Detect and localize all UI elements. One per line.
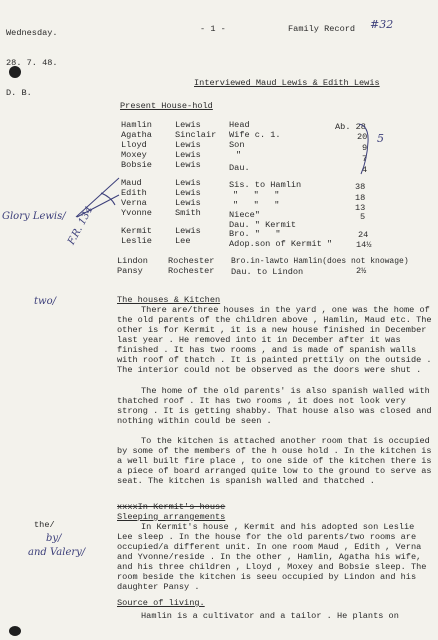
member-age: 18 bbox=[355, 193, 366, 203]
member-age: 14½ bbox=[356, 240, 372, 250]
member-age: 24 bbox=[358, 230, 369, 240]
struck-text: xxxxIn Kermit's house bbox=[117, 502, 226, 512]
member-first: Agatha bbox=[121, 130, 152, 140]
margin-note-by: by/ bbox=[46, 533, 62, 544]
member-last: Smith bbox=[175, 208, 201, 218]
member-relation: Dau. to Lindon bbox=[231, 267, 304, 277]
member-age: 13 bbox=[355, 203, 366, 213]
member-first: Maud bbox=[121, 178, 142, 188]
margin-note-two: two/ bbox=[34, 296, 56, 307]
relation-extra: Dau. " Kermit bbox=[229, 220, 297, 230]
member-relation: Bro.in-lawto Hamlin(does not knowage) bbox=[231, 257, 409, 266]
member-first: Leslie bbox=[121, 236, 152, 246]
member-last: Lewis bbox=[175, 160, 201, 170]
record-label: Family Record bbox=[288, 24, 356, 34]
margin-note-the: the/ bbox=[34, 520, 55, 530]
member-age: 38 bbox=[355, 182, 366, 192]
member-relation: Dau. bbox=[229, 163, 250, 173]
houses-paragraph: The home of the old parents' is also spanish walled with thatched roof . It has two rooms , it does not look very strong . It is getting shabby. That house also was closed and nothing within could be seen . bbox=[117, 386, 432, 426]
member-relation: Head bbox=[229, 120, 250, 130]
member-last: Rochester bbox=[168, 256, 215, 266]
source-line: Hamlin is a cultivator and a tailor . He plants on bbox=[141, 611, 399, 621]
member-last: Sinclair bbox=[175, 130, 217, 140]
interview-title: Interviewed Maud Lewis & Edith Lewis bbox=[194, 78, 380, 88]
member-relation: Son bbox=[229, 140, 245, 150]
member-last: Lewis bbox=[175, 188, 201, 198]
date-block bbox=[6, 8, 58, 118]
member-relation: Bro. " " bbox=[229, 229, 281, 239]
member-last: Lee bbox=[175, 236, 191, 246]
member-first: Lindon bbox=[117, 256, 148, 266]
member-age: 7 bbox=[362, 154, 368, 164]
member-last: Lewis bbox=[175, 120, 201, 130]
sleeping-paragraph: In Kermit's house , Kermit and his adopted son Leslie Lee sleep . In the house for the old parents/two rooms are occupied/a different unit. In one room Maud , Edith , Verna and Yvonne/reside . In the other , Hamlin, Agatha his wife, and his three children , Lloyd , Moxey and Bobsie sleep. The room beside the kitchen is seeu occupied by Lindon and his daughter Pansy . bbox=[117, 522, 427, 592]
member-relation: Sis. to Hamlin bbox=[229, 180, 302, 190]
page-number: - 1 - bbox=[200, 24, 226, 34]
member-relation: Wife c. 1. bbox=[229, 130, 281, 140]
houses-heading: The houses & Kitchen bbox=[117, 295, 221, 305]
age-bracket-mark bbox=[355, 120, 395, 180]
member-last: Lewis bbox=[175, 140, 201, 150]
age-note: 5 bbox=[377, 132, 384, 145]
member-relation: " " " bbox=[233, 200, 280, 210]
member-first: Verna bbox=[121, 198, 147, 208]
houses-paragraph: To the kitchen is attached another room that is occupied by some of the members of the h ouse hold . In the kitchen is a well built fire place , to one side of the kitchen there is a piece of board arranged quite low to the ground to serve as seat. The kitchen is spanish walled and thatched . bbox=[117, 436, 432, 486]
member-last: Lewis bbox=[175, 150, 201, 160]
member-first: Yvonne bbox=[121, 208, 152, 218]
member-age: 5 bbox=[360, 212, 366, 222]
member-age: 2½ bbox=[356, 266, 367, 276]
date-line: Wednesday. bbox=[6, 28, 58, 38]
date-line: D. B. bbox=[6, 88, 32, 98]
date-line: 28. 7. 48. bbox=[6, 58, 58, 68]
member-first: Lloyd bbox=[121, 140, 147, 150]
member-age: Ab. 28 bbox=[335, 122, 366, 132]
sleeping-heading: Sleeping arrangements bbox=[117, 512, 226, 522]
household-heading: Present House-hold bbox=[120, 101, 213, 111]
member-relation: Adop.son of Kermit " bbox=[229, 239, 333, 249]
record-number: #32 bbox=[370, 18, 394, 31]
member-relation: " bbox=[236, 150, 242, 160]
houses-paragraph: There are/three houses in the yard , one was the home of the old parents of the children above , Hamlin, Maud etc. The other is for Kermit , it is a new house finished in December last year . He removed into it in December after it was finished . It has two rooms , and is made of spanish walls with roof of thatch . It is painted prettily on the outside . The interior could not be observed as the doors were shut . bbox=[117, 305, 432, 375]
member-last: Lewis bbox=[175, 178, 201, 188]
member-first: Kermit bbox=[121, 226, 152, 236]
punch-hole bbox=[9, 626, 21, 636]
member-first: Edith bbox=[121, 188, 147, 198]
member-first: Hamlin bbox=[121, 120, 152, 130]
margin-note-fr: F.R. 134 bbox=[66, 204, 96, 247]
member-first: Pansy bbox=[117, 266, 143, 276]
member-relation: Niece" bbox=[229, 210, 260, 220]
member-age: 4 bbox=[362, 165, 368, 175]
source-heading: Source of living. bbox=[117, 598, 205, 608]
member-last: Rochester bbox=[168, 266, 215, 276]
member-last: Lewis bbox=[175, 198, 201, 208]
margin-note-glory: Glory Lewis/ bbox=[2, 211, 66, 222]
member-relation: " " " bbox=[233, 190, 280, 200]
member-age: 20 bbox=[357, 132, 368, 142]
member-age: 9 bbox=[362, 143, 368, 153]
member-first: Bobsie bbox=[121, 160, 152, 170]
member-first: Moxey bbox=[121, 150, 147, 160]
member-last: Lewis bbox=[175, 226, 201, 236]
margin-note-valery: and Valery/ bbox=[28, 547, 86, 558]
